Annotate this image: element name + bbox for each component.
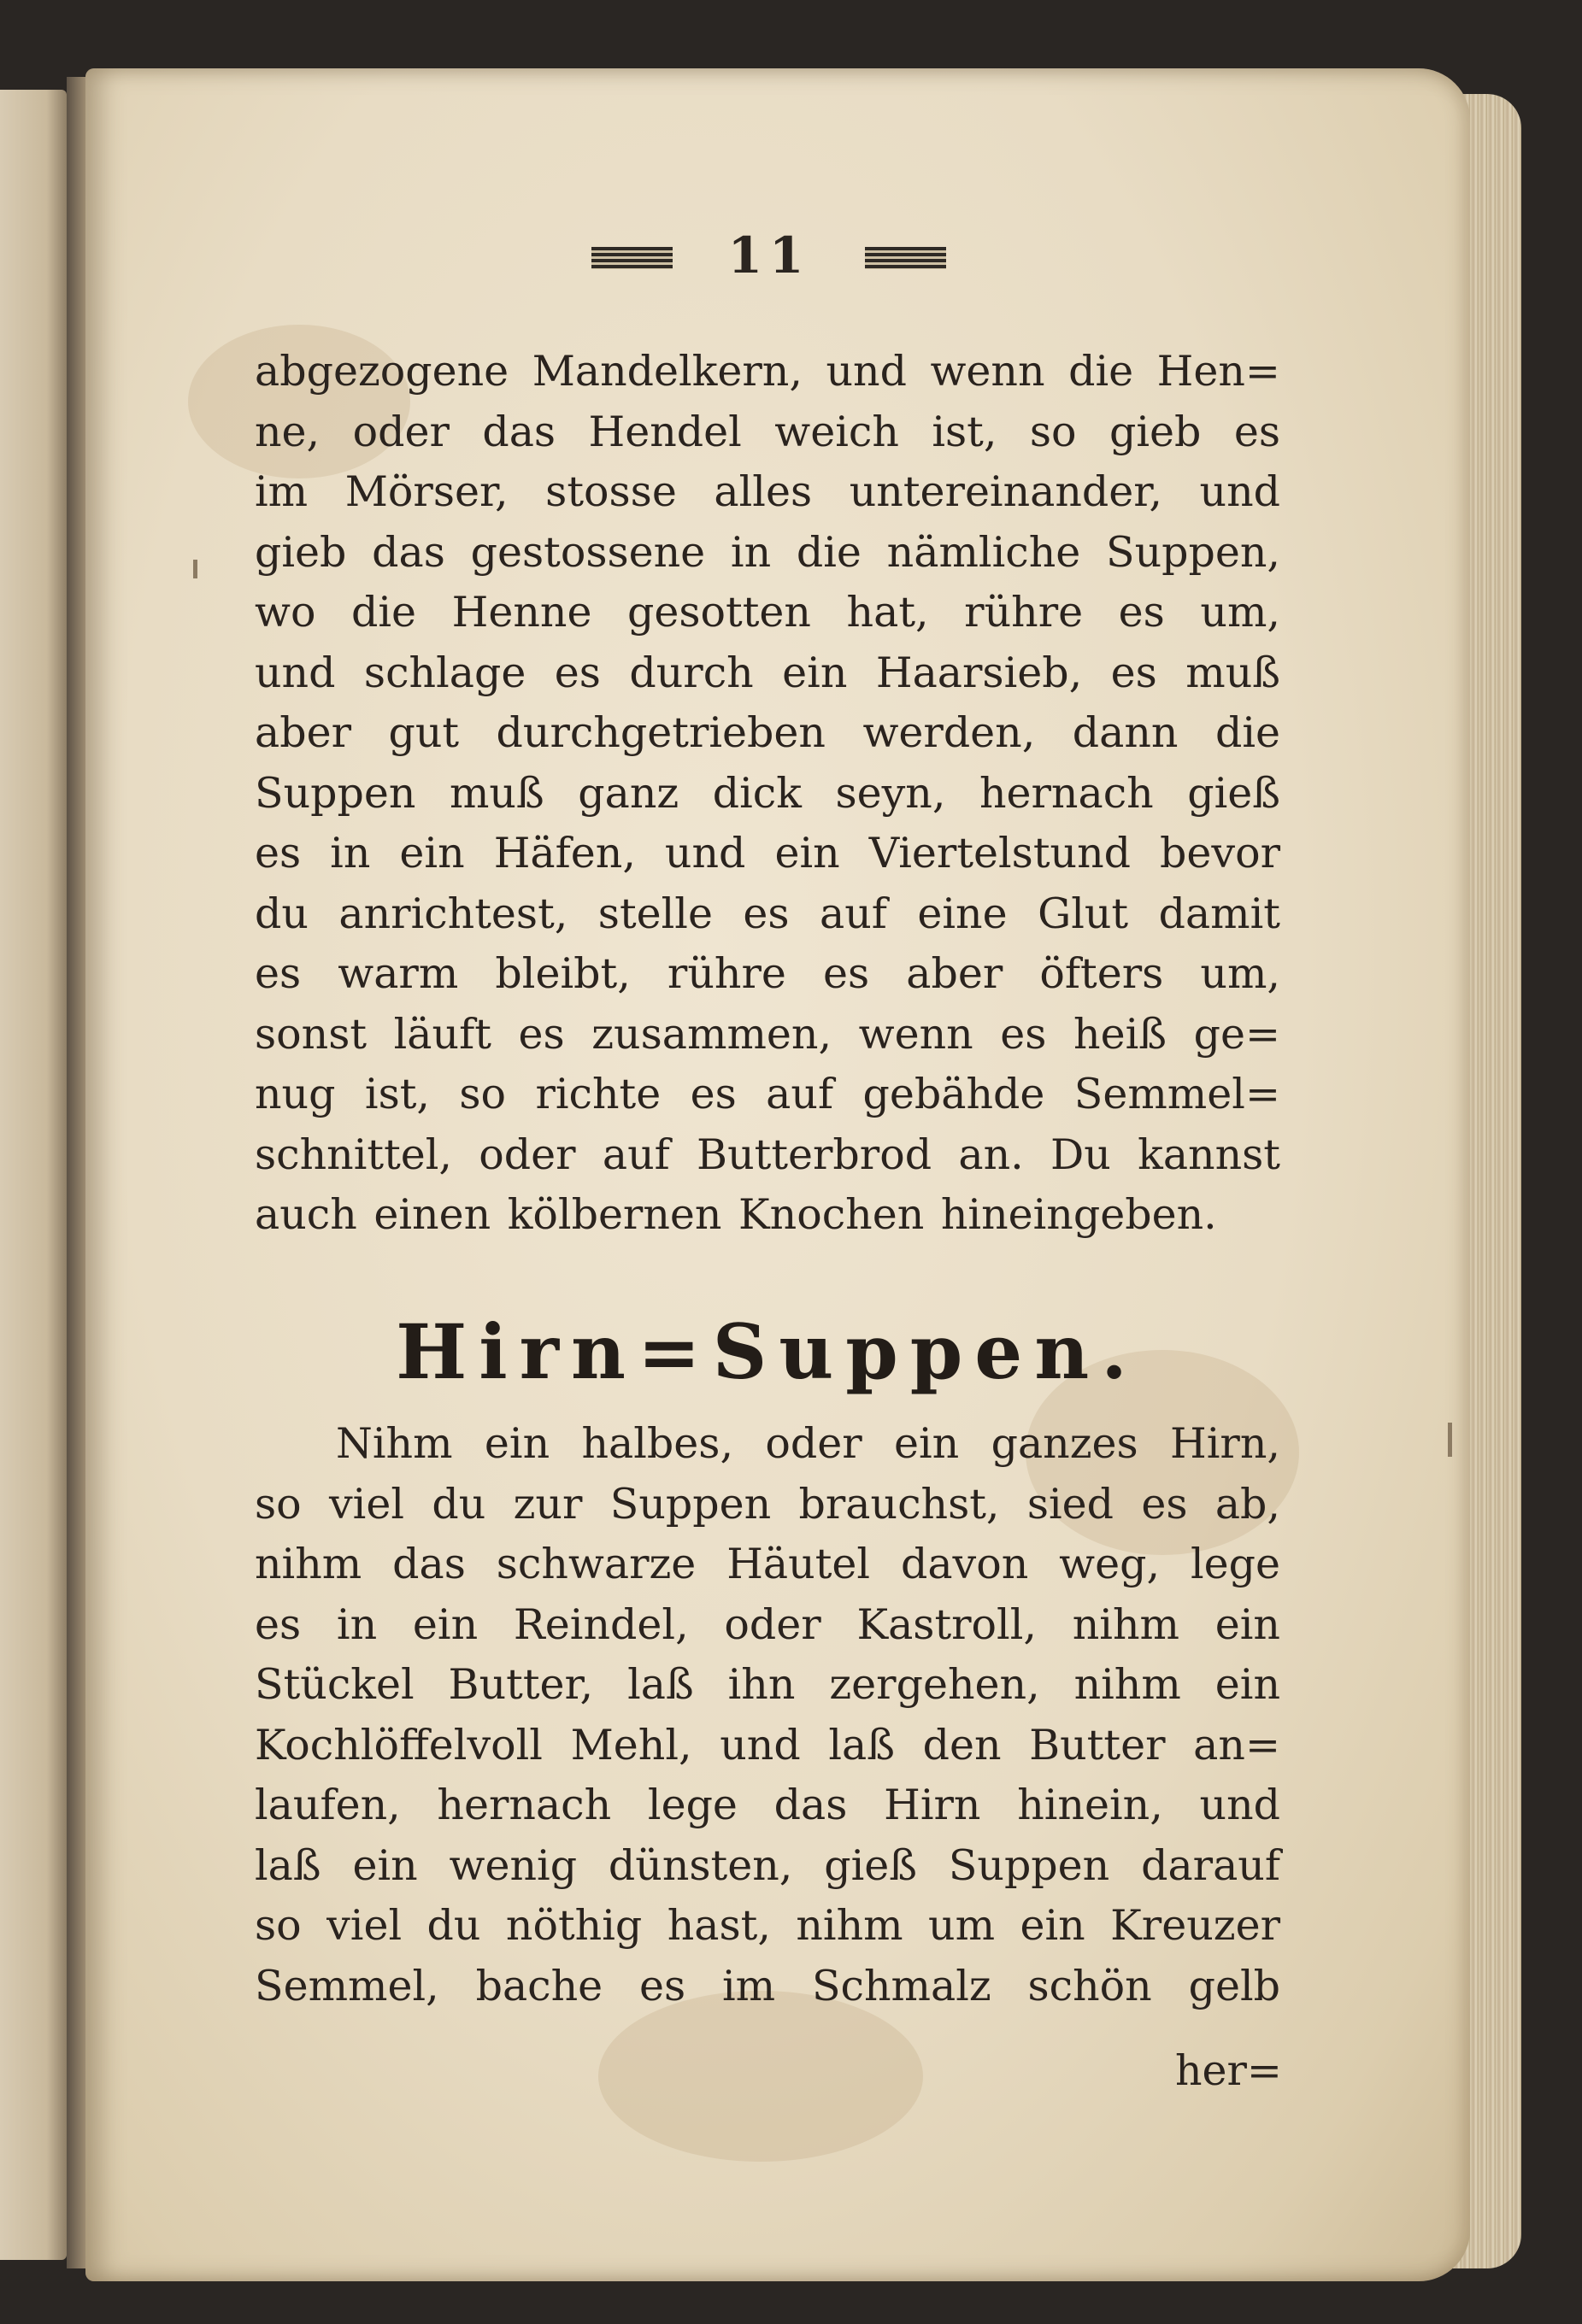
- text-line: auch einen kölbernen Knochen hineingeben.: [255, 1190, 1217, 1239]
- text-line: sonst läuft es zusammen, wenn es heiß ge=: [255, 1009, 1280, 1059]
- text-line: so viel du nöthig hast, nihm um ein Kreuzer: [255, 1901, 1280, 1950]
- margin-mark: [1448, 1423, 1452, 1457]
- header-rule-left: [591, 247, 673, 269]
- text-line: du anrichtest, stelle es auf eine Glut damit: [255, 889, 1280, 938]
- text-line: ne, oder das Hendel weich ist, so gieb es: [255, 407, 1280, 456]
- text-line: schnittel, oder auf Butterbrod an. Du kannst: [255, 1130, 1280, 1179]
- page-number: 11: [727, 226, 811, 285]
- text-line: gieb das gestossene in die nämliche Suppen,: [255, 527, 1280, 577]
- running-header: [0, 226, 1582, 295]
- text-line: laß ein wenig dünsten, gieß Suppen darauf: [255, 1840, 1280, 1890]
- text-line: Semmel, bache es im Schmalz schön gelb: [255, 1961, 1280, 2010]
- text-line: so viel du zur Suppen brauchst, sied es ab,: [255, 1479, 1280, 1529]
- section-heading: Hirn=Suppen.: [396, 1307, 1139, 1396]
- margin-mark: [193, 560, 197, 578]
- text-line: im Mörser, stosse alles untereinander, und: [255, 467, 1280, 516]
- text-line: Stückel Butter, laß ihn zergehen, nihm ein: [255, 1660, 1280, 1709]
- text-line: Suppen muß ganz dick seyn, hernach gieß: [255, 768, 1280, 818]
- text-line: laufen, hernach lege das Hirn hinein, und: [255, 1781, 1280, 1829]
- text-line: es in ein Reindel, oder Kastroll, nihm ein: [255, 1599, 1280, 1649]
- recipe-paragraph: [255, 1414, 1280, 2016]
- catchword: her=: [1174, 2046, 1282, 2095]
- text-line: abgezogene Mandelkern, und wenn die Hen=: [255, 347, 1280, 396]
- text-line: es warm bleibt, rühre es aber öfters um,: [255, 949, 1280, 998]
- text-line: Kochlöffelvoll Mehl, und laß den Butter an=: [255, 1720, 1280, 1769]
- text-line: wo die Henne gesotten hat, rühre es um,: [255, 588, 1280, 637]
- text-line: und schlage es durch ein Haarsieb, es muß: [255, 648, 1280, 697]
- text-line: Nihm ein halbes, oder ein ganzes Hirn,: [336, 1419, 1280, 1468]
- text-line: es in ein Häfen, und ein Viertelstund bevor: [255, 829, 1280, 877]
- text-line: aber gut durchgetrieben werden, dann die: [255, 708, 1280, 757]
- paper-stain: [598, 1991, 923, 2162]
- header-rule-right: [865, 247, 946, 269]
- facing-page-edge: [0, 90, 67, 2260]
- top-paragraph: [255, 342, 1280, 1246]
- text-line: nihm das schwarze Häutel davon weg, lege: [255, 1540, 1280, 1588]
- text-line: nug ist, so richte es auf gebähde Semmel=: [255, 1070, 1280, 1118]
